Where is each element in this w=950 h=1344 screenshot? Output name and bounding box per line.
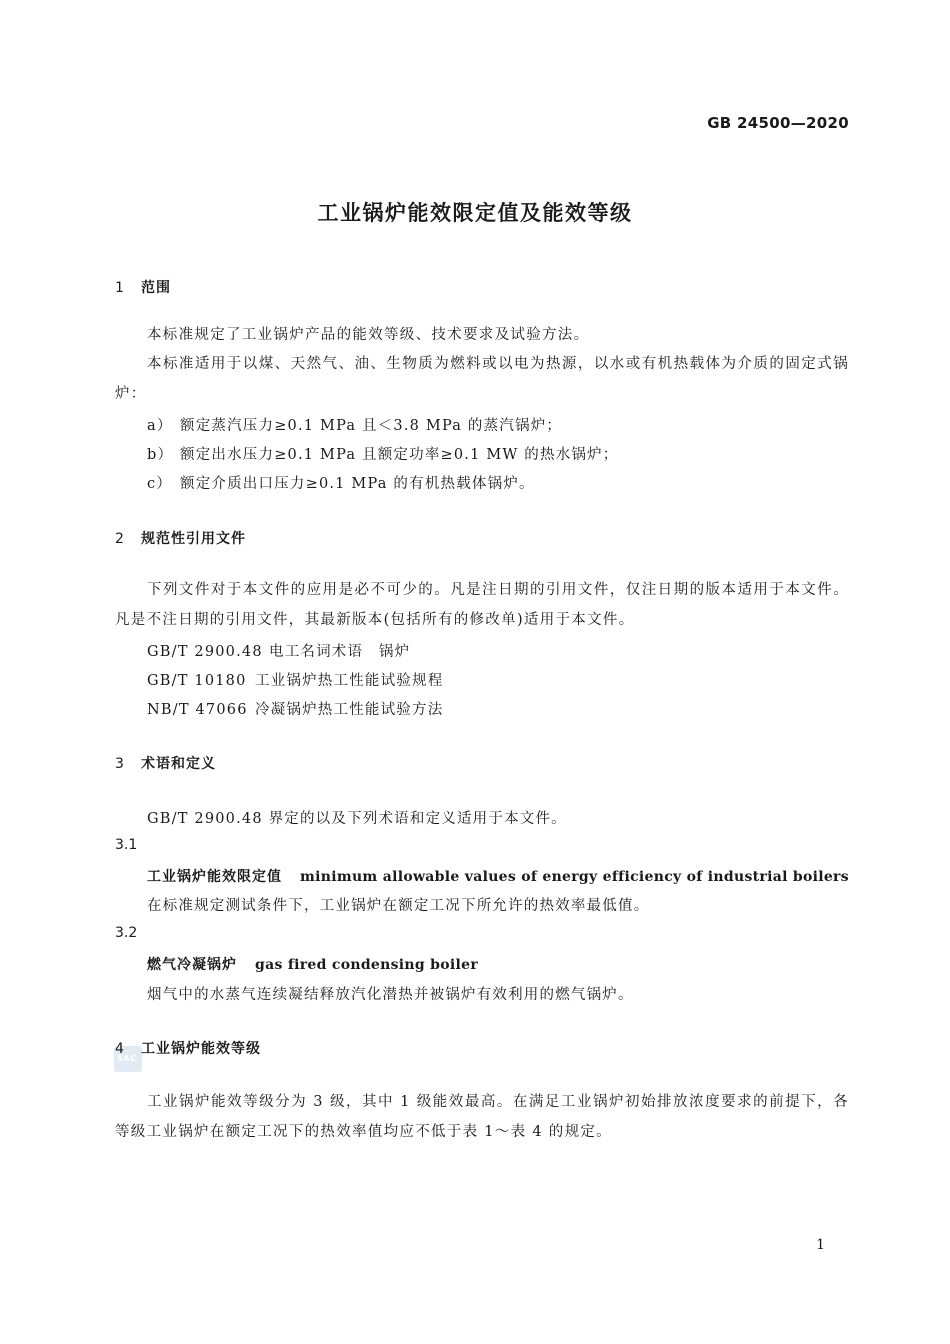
term-definition: 在标准规定测试条件下，工业锅炉在额定工况下所允许的热效率最低值。 xyxy=(147,898,650,914)
page-number: 1 xyxy=(816,1237,825,1253)
list-item xyxy=(147,414,562,435)
section-3-heading xyxy=(115,753,216,773)
list-item-text: 额定出水压力≥0.1 MPa 且额定功率≥0.1 MW 的热水锅炉； xyxy=(180,447,619,463)
section-title: 工业锅炉能效等级 xyxy=(141,1041,261,1057)
list-item-letter: b） xyxy=(147,447,174,463)
term-chinese: 工业锅炉能效限定值 xyxy=(147,869,282,885)
reference-name: 电工名词术语 锅炉 xyxy=(269,644,411,660)
list-item-text: 额定介质出口压力≥0.1 MPa 的有机热载体锅炉。 xyxy=(180,476,535,492)
section-title: 术语和定义 xyxy=(141,756,216,772)
section-1-paragraph-1: 本标准规定了工业锅炉产品的能效等级、技术要求及试验方法。 xyxy=(147,327,590,343)
section-3-paragraph-1: GB/T 2900.48 界定的以及下列术语和定义适用于本文件。 xyxy=(147,811,567,827)
reference-code: NB/T 47066 xyxy=(147,702,248,718)
standard-number: GB 24500—2020 xyxy=(707,114,849,132)
section-1-heading xyxy=(115,277,171,297)
reference-code: GB/T 2900.48 xyxy=(147,644,263,660)
term-number: 3.2 xyxy=(115,925,138,941)
list-item xyxy=(147,472,535,493)
section-1-paragraph-2: 本标准适用于以煤、天然气、油、生物质为燃料或以电为热源，以水或有机热载体为介质的固定式锅炉： xyxy=(115,356,849,402)
reference-name: 冷凝锅炉热工性能试验方法 xyxy=(255,702,444,718)
term-heading xyxy=(147,954,478,974)
list-item-letter: a） xyxy=(147,418,173,434)
list-item xyxy=(147,443,619,464)
reference-code: GB/T 10180 xyxy=(147,673,247,689)
section-number: 1 xyxy=(115,280,125,296)
document-title: 工业锅炉能效限定值及能效等级 xyxy=(317,201,633,225)
term-heading xyxy=(147,866,849,886)
section-title: 规范性引用文件 xyxy=(141,531,246,547)
term-chinese: 燃气冷凝锅炉 xyxy=(147,957,237,973)
section-number: 4 xyxy=(115,1041,125,1057)
term-english: minimum allowable values of energy efficiency of industrial boilers xyxy=(300,869,849,885)
section-4-heading xyxy=(115,1038,261,1058)
term-definition: 烟气中的水蒸气连续凝结释放汽化潜热并被锅炉有效利用的燃气锅炉。 xyxy=(147,987,634,1003)
section-2-heading xyxy=(115,528,246,548)
list-item-letter: c） xyxy=(147,476,173,492)
section-2-paragraph-1: 下列文件对于本文件的应用是必不可少的。凡是注日期的引用文件，仅注日期的版本适用于本文件。凡是不注日期的引用文件，其最新版本(包括所有的修改单)适用于本文件。 xyxy=(115,582,849,628)
section-number: 3 xyxy=(115,756,125,772)
section-4-paragraph-1: 工业锅炉能效等级分为 3 级，其中 1 级能效最高。在满足工业锅炉初始排放浓度要求的前提下，各等级工业锅炉在额定工况下的热效率值均应不低于表 1～表 4 的规定。 xyxy=(115,1094,849,1140)
term-number: 3.1 xyxy=(115,837,138,853)
reference-item xyxy=(147,698,443,719)
section-title: 范围 xyxy=(141,280,171,296)
section-number: 2 xyxy=(115,531,125,547)
sac-watermark-logo: SAC xyxy=(114,1046,142,1072)
term-english: gas fired condensing boiler xyxy=(255,957,479,973)
reference-item xyxy=(147,669,443,690)
reference-name: 工业锅炉热工性能试验规程 xyxy=(255,673,444,689)
list-item-text: 额定蒸汽压力≥0.1 MPa 且＜3.8 MPa 的蒸汽锅炉； xyxy=(180,418,563,434)
reference-item xyxy=(147,640,410,661)
